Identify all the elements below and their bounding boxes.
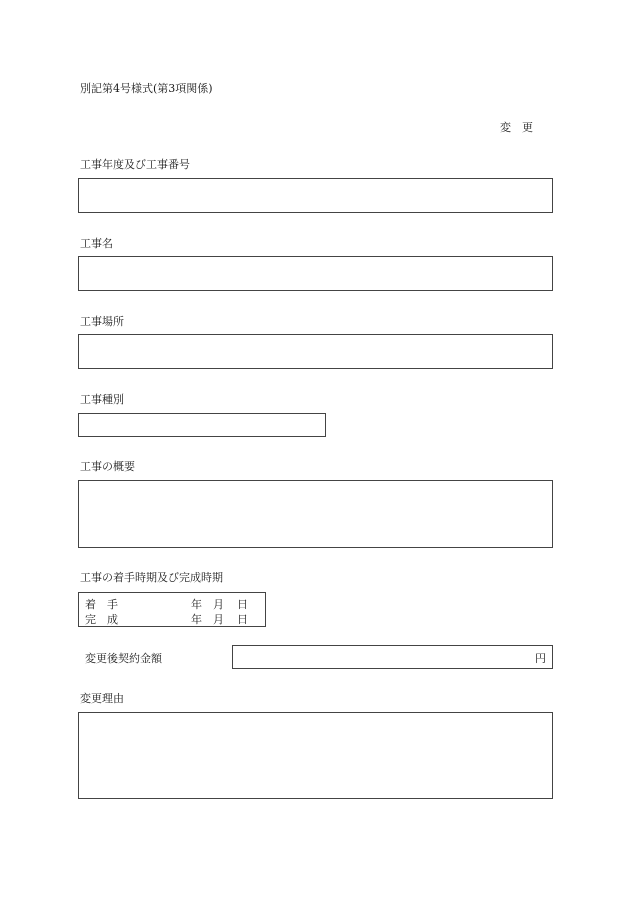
form-type-heading: 変 更 (500, 121, 533, 134)
form-number: 別記第4号様式(第3項関係) (80, 82, 213, 95)
schedule-month[interactable]: 月 (213, 613, 224, 626)
category-field[interactable] (78, 413, 326, 437)
schedule-row-label: 着 手 (85, 598, 118, 611)
overview-field[interactable] (78, 480, 553, 548)
location-label: 工事場所 (80, 315, 124, 328)
year-number-field[interactable] (78, 178, 553, 213)
reason-field[interactable] (78, 712, 553, 799)
schedule-year[interactable]: 年 (191, 598, 202, 611)
schedule-day[interactable]: 日 (237, 598, 248, 611)
category-label: 工事種別 (80, 393, 124, 406)
project-name-field[interactable] (78, 256, 553, 291)
schedule-day[interactable]: 日 (237, 613, 248, 626)
yen-unit: 円 (535, 652, 546, 665)
overview-label: 工事の概要 (80, 460, 135, 473)
schedule-table (78, 592, 266, 627)
schedule-month[interactable]: 月 (213, 598, 224, 611)
schedule-row-label: 完 成 (85, 613, 118, 626)
amount-label: 変更後契約金額 (85, 652, 162, 665)
project-name-label: 工事名 (80, 237, 113, 250)
reason-label: 変更理由 (80, 692, 124, 705)
year-number-label: 工事年度及び工事番号 (80, 158, 190, 171)
period-label: 工事の着手時期及び完成時期 (80, 571, 223, 584)
schedule-year[interactable]: 年 (191, 613, 202, 626)
location-field[interactable] (78, 334, 553, 369)
amount-field[interactable] (232, 645, 553, 669)
